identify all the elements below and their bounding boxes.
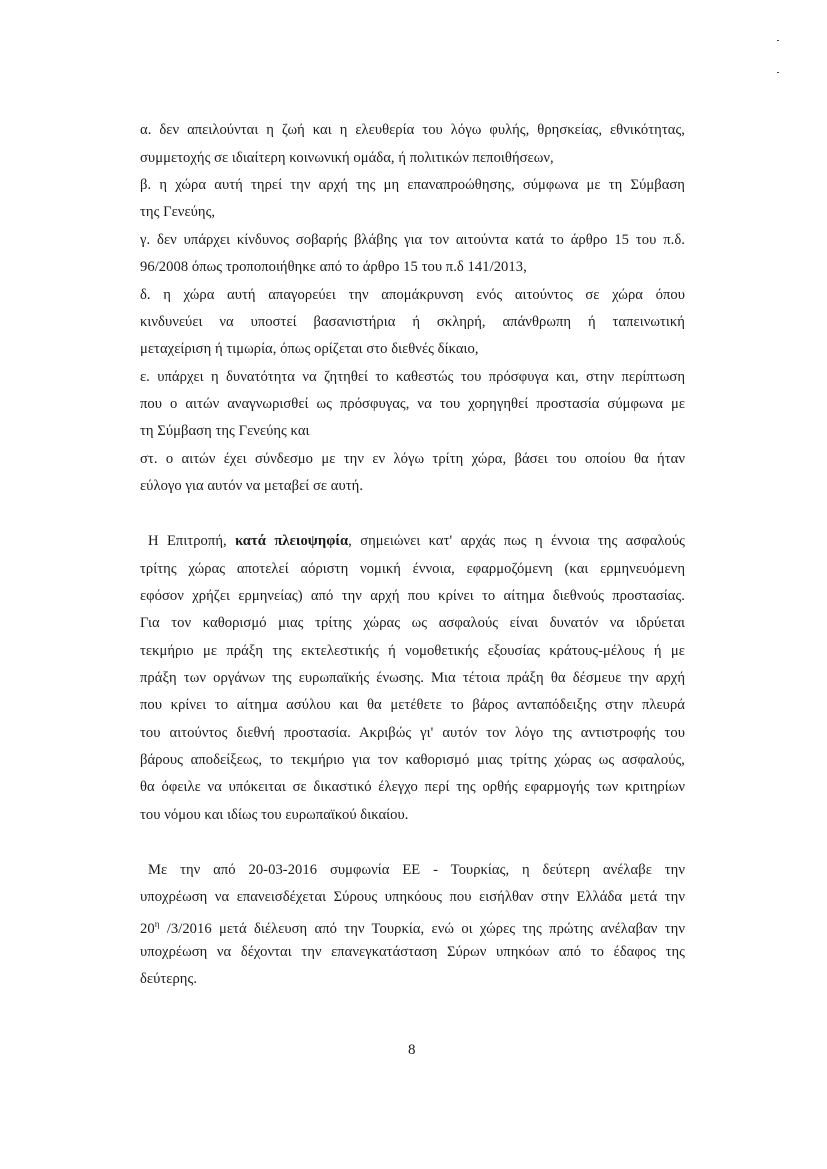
list-item-gamma-line-1: γ. δεν υπάρχει κίνδυνος σοβαρής βλάβης για τον αιτούντα κατά το άρθρο 15 του π.δ. — [140, 232, 685, 248]
list-item-epsilon-line-2: που ο αιτών αναγνωρισθεί ως πρόσφυγας, να του χορηγηθεί προστασία σύμφωνα με — [140, 396, 685, 412]
list-item-beta-line-2: της Γενεύης, — [140, 204, 216, 220]
committee-paragraph-line: πράξη των οργάνων της ευρωπαϊκής ένωσης. Μια τέτοια πράξη θα δέσμευε την αρχή — [140, 670, 685, 686]
committee-paragraph-line: θα όφειλε να υπόκειται σε δικαστικό έλεγχο περί της ορθής εφαρμογής των κριτηρίων — [140, 779, 685, 795]
agreement-paragraph-line: υποχρέωση να επανεισδέχεται Σύρους υπηκόους που εισήλθαν στην Ελλάδα μετά την — [140, 889, 685, 905]
agreement-paragraph-line: υποχρέωση να δέχονται την επανεγκατάσταση Σύρων υπηκόων από το έδαφος της — [140, 944, 685, 960]
list-item-alpha-line-1: α. δεν απειλούνται η ζωή και η ελευθερία του λόγω φυλής, θρησκείας, εθνικότητας, — [140, 122, 685, 138]
list-item-epsilon-line-3: τη Σύμβαση της Γενεύης και — [140, 423, 310, 439]
committee-paragraph-line: του αιτούντος διεθνή προστασία. Ακριβώς γι' αυτόν τον λόγο της αντιστροφής του — [140, 725, 685, 741]
committee-prefix: Η Επιτροπή, — [148, 533, 236, 549]
committee-paragraph-line: τεκμήριο με πράξη της εκτελεστικής ή νομοθετικής εξουσίας κράτους-μέλους ή με — [140, 643, 685, 659]
date-day: 20 — [140, 920, 155, 937]
page-number: 8 — [408, 1042, 416, 1058]
list-item-epsilon-line-1: ε. υπάρχει η δυνατότητα να ζητηθεί το καθεστώς του πρόσφυγα και, στην περίπτωση — [140, 369, 685, 385]
agreement-paragraph-line: δεύτερης. — [140, 971, 198, 987]
list-item-delta-line-1: δ. η χώρα αυτή απαγορεύει την απομάκρυνση ενός αιτούντος σε χώρα όπου — [140, 287, 685, 303]
list-item-beta-line-1: β. η χώρα αυτή τηρεί την αρχή της μη επαναπροώθησης, σύμφωνα με τη Σύμβαση — [140, 177, 685, 193]
committee-paragraph-line: βάρους αποδείξεως, το τεκμήριο για τον καθορισμό μιας τρίτης χώρας ως ασφαλούς, — [140, 752, 685, 768]
list-item-stigma-line-1: στ. ο αιτών έχει σύνδεσμο με την εν λόγω τρίτη χώρα, βάσει του οποίου θα ήταν — [140, 451, 685, 467]
agreement-date-line — [140, 915, 685, 938]
committee-paragraph-line: τρίτης χώρας αποτελεί αόριστη νομική έννοια, εφαρμοζόμενη (και ερμηνευόμενη — [140, 561, 685, 577]
committee-paragraph-line-1 — [148, 532, 685, 550]
date-line-rest: /3/2016 μετά διέλευση από την Τουρκία, ενώ οι χώρες της πρώτης ανέλαβαν την — [159, 920, 685, 937]
list-item-stigma-line-2: εύλογο για αυτόν να μεταβεί σε αυτή. — [140, 478, 364, 494]
scan-mark — [777, 72, 779, 73]
committee-paragraph-line: που κρίνει το αίτημα ασύλου και θα μετέθετε το βάρος ανταπόδειξης στην πλευρά — [140, 697, 685, 713]
list-item-gamma-line-2: 96/2008 όπως τροποποιήθηκε από το άρθρο 15 του π.δ 141/2013, — [140, 259, 527, 275]
scan-mark — [777, 40, 779, 41]
committee-majority-emphasis: κατά πλειοψηφία — [235, 533, 349, 549]
list-item-delta-line-3: μεταχείριση ή τιμωρία, όπως ορίζεται στο διεθνές δίκαιο, — [140, 341, 479, 357]
list-item-delta-line-2: κινδυνεύει να υποστεί βασανιστήρια ή σκληρή, απάνθρωπη ή ταπεινωτική — [140, 314, 685, 330]
committee-paragraph-line: εφόσον χρήζει ερμηνείας) από την αρχή που κρίνει το αίτημα διεθνούς προστασίας. — [140, 588, 685, 604]
committee-paragraph-line: Για τον καθορισμό μιας τρίτης χώρας ως ασφαλούς είναι δυνατόν να ιδρύεται — [140, 615, 685, 631]
date-ordinal-suffix: η — [154, 919, 160, 929]
list-item-alpha-line-2: συμμετοχής σε ιδιαίτερη κοινωνική ομάδα, ή πολιτικών πεποιθήσεων, — [140, 150, 554, 166]
committee-suffix: , σημειώνει κατ' αρχάς πως η έννοια της ασφαλούς — [348, 533, 686, 549]
committee-paragraph-line: του νόμου και ιδίως του ευρωπαϊκού δικαίου. — [140, 807, 409, 823]
agreement-paragraph-line: Με την από 20-03-2016 συμφωνία ΕΕ - Τουρκίας, η δεύτερη ανέλαβε την — [148, 862, 685, 878]
